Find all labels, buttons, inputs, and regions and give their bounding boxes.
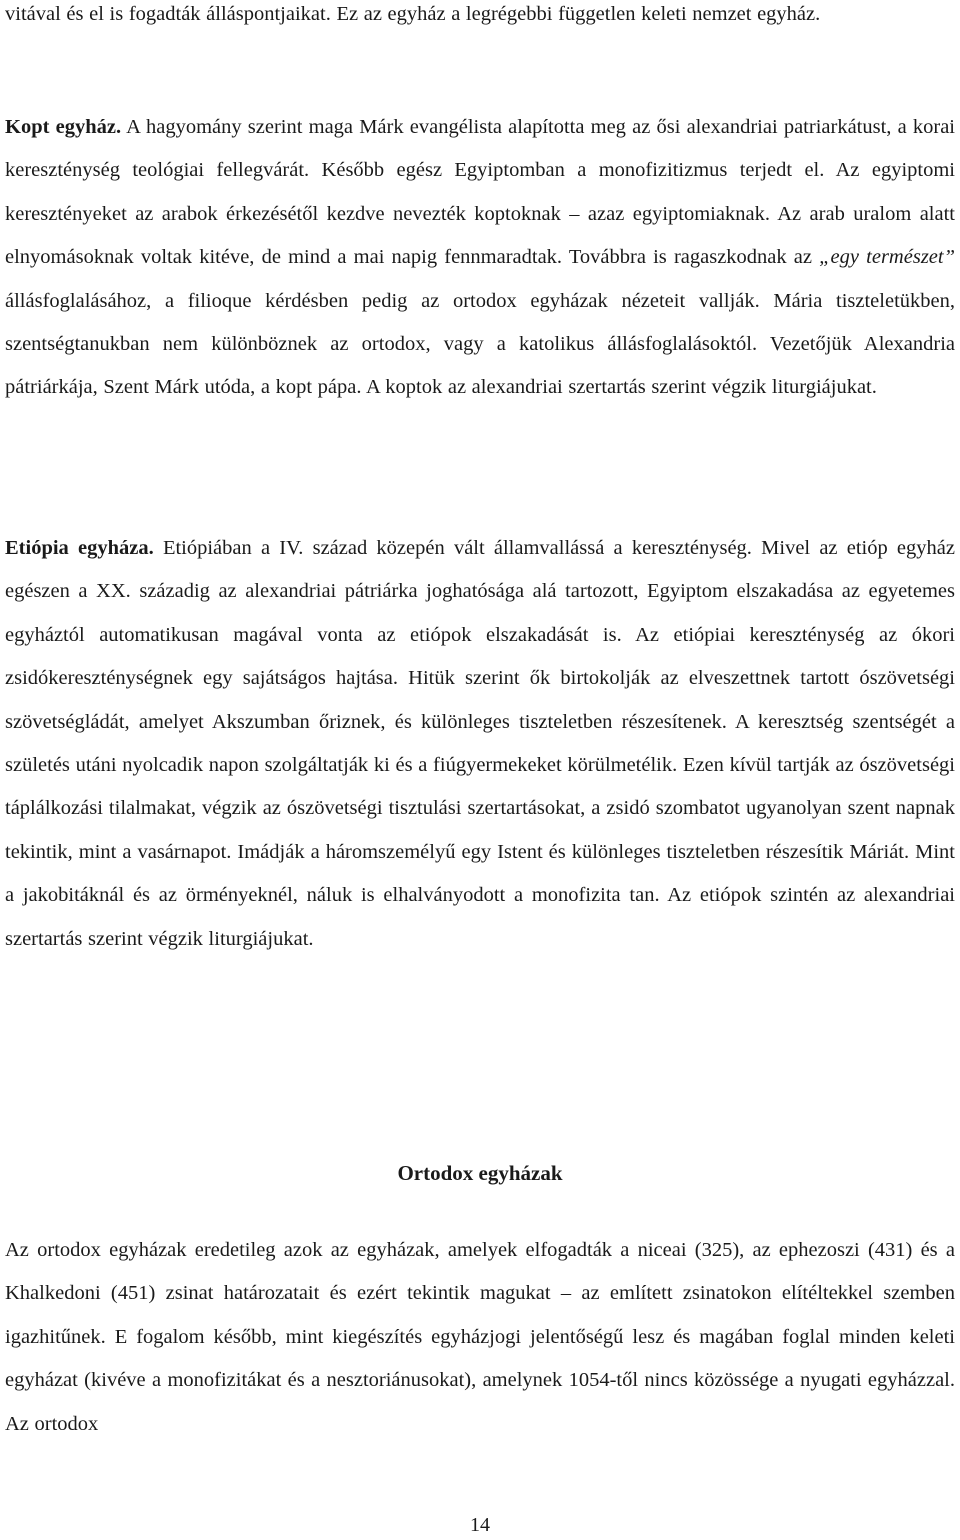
quote-egy-termeszet: „egy természet” bbox=[819, 246, 955, 269]
section-heading: Ortodox egyházak bbox=[397, 1161, 563, 1185]
paragraph-text: Az ortodox egyházak eredetileg azok az egyházak, amelyek elfogadták a niceai (325), az ephezoszi (431) és a Khalkedoni (451) zsinat határozatait és ezért tekintik magukat – az említett zsinatokon elítéltekkel szemben igazhitűnek. E fogalom később, mint kiegészítés egyházjogi jelentőségű lesz és magában foglal minden keleti egyházat (kivéve a monofizitákat és a nesztoriánusokat), amelynek 1054-től nincs közössége a nyugati egyházzal. Az ortodox bbox=[5, 1239, 955, 1435]
page-number: 14 bbox=[470, 1514, 490, 1536]
paragraph-continuation bbox=[5, 0, 955, 36]
paragraph-lead-etiopia: Etiópia egyháza. bbox=[5, 537, 154, 559]
paragraph-etiopia bbox=[5, 527, 955, 961]
paragraph-ortodox bbox=[5, 1229, 955, 1446]
paragraph-kopt bbox=[5, 106, 955, 410]
paragraph-text: vitával és el is fogadták álláspontjaikat. Ez az egyház a legrégebbi független keleti nemzet egyház. bbox=[5, 3, 821, 25]
paragraph-lead-kopt: Kopt egyház. bbox=[5, 116, 122, 138]
paragraph-text: A hagyomány szerint maga Márk evangélista alapította meg az ősi alexandriai patriarkátust, a korai kereszténység teológiai fellegvárát. Később egész Egyiptomban a monofizitizmus terjedt el. Az egyiptomi keresztényeket az arabok érkezésétől kezdve nevezték koptoknak – azaz egyiptomiaknak. Az arab uralom alatt elnyomásoknak voltak kitéve, de mind a mai napig fennmaradtak. Továbbra is ragaszkodnak az bbox=[5, 116, 955, 269]
paragraph-text-after: állásfoglalásához, a filioque kérdésben pedig az ortodox egyházak nézeteit vallják. Mária tiszteletükben, szentségtanukban nem különböznek az ortodox, vagy a katolikus állásfoglalásoktól. Vezetőjük Alexandria pátriárkája, Szent Márk utóda, a kopt pápa. A koptok az alexandriai szertartás szerint végzik liturgiájukat. bbox=[5, 289, 955, 399]
paragraph-text: Etiópiában a IV. század közepén vált államvallássá a kereszténység. Mivel az etióp egyház egészen a XX. századig az alexandriai pátriárka joghatósága alá tartozott, Egyiptom elszakadása az egyetemes egyháztól automatikusan magával vonta az etiópok elszakadását is. Az etiópiai kereszténység az ókori zsidókereszténységnek egy sajátságos hajtása. Hitük szerint ők birtokolják az elveszettnek tartott ószövetségi szövetségládát, amelyet Akszumban őriznek, és különleges tiszteletben részesítenek. A keresztség szentségét a születés utáni nyolcadik napon szolgáltatják ki és a fiúgyermekeket körülmetélik. Ezen kívül tartják az ószövetségi táplálkozási tilalmakat, végzik az ószövetségi tisztulási szertartásokat, a zsidó szombatot ugyanolyan szent napnak tekintik, mint a vasárnapot. Imádják a háromszemélyű egy Istent és különleges tiszteletben részesítik Máriát. Mint a jakobitáknál és az örményeknél, náluk is elhalványodott a monofizita tan. Az etiópok szintén az alexandriai szertartás szerint végzik liturgiájukat. bbox=[5, 537, 955, 950]
